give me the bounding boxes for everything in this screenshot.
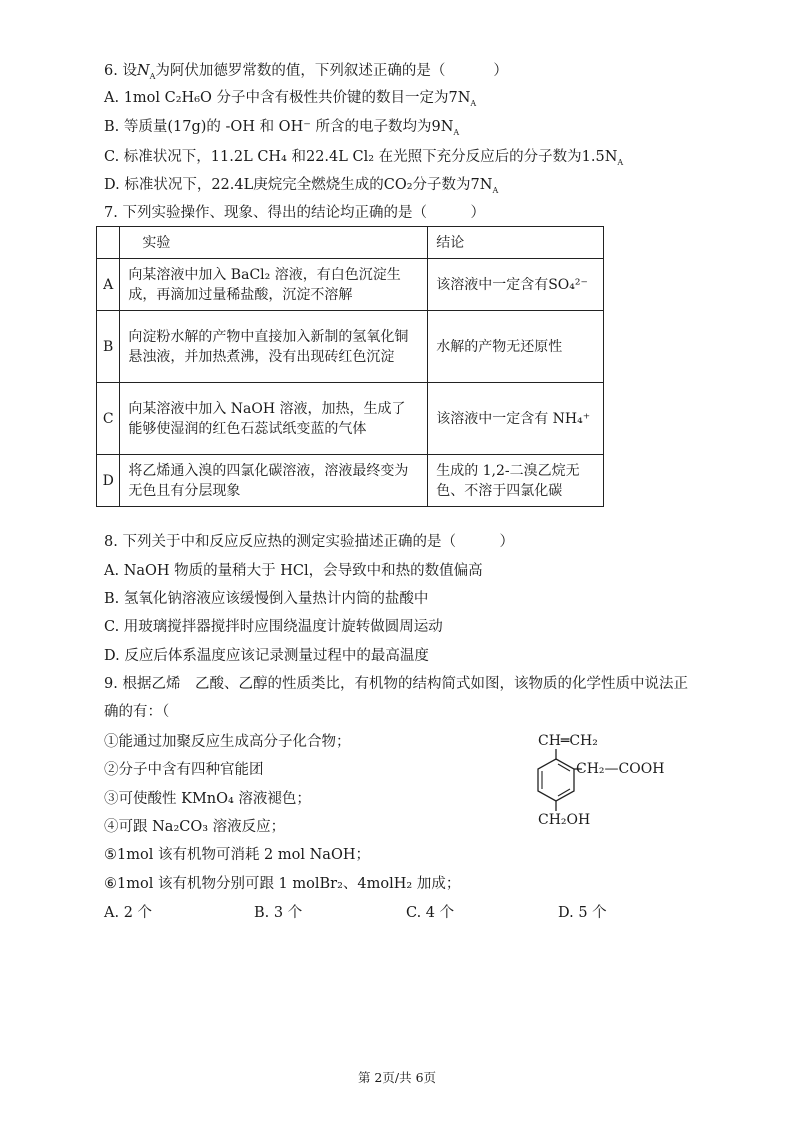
table-row: [97, 455, 604, 507]
q8-stem: 8. 下列关于中和反应反应热的测定实验描述正确的是（ ）: [104, 534, 514, 550]
q7-stem: 7. 下列实验操作、现象、得出的结论均正确的是（ ）: [104, 205, 485, 221]
table-row: [97, 383, 604, 455]
q9-choice-d: D. 5 个: [558, 905, 607, 921]
q6-option-c: C. 标准状况下，11.2L CH₄ 和22.4L Cl₂ 在光照下充分反应后的分子数为$1.5N_A$: [104, 149, 624, 167]
q6-option-a-text: A. 1mol C₂H₆O 分子中含有极性共价键的数目一定为7N: [104, 90, 471, 106]
q9-item: ⑥1mol 该有机物分别可跟 1 molBr₂、4molH₂ 加成；: [104, 876, 461, 892]
q9-stem-line2: 确的有：（: [104, 704, 170, 720]
row-conclusion: 生成的 1,2-二溴乙烷无色、不溶于四氯化碳: [428, 455, 604, 507]
q9-choices: [104, 901, 624, 921]
row-conclusion: 该溶液中一定含有 NH₄⁺: [428, 383, 604, 455]
q9-choice-b: B. 3 个: [254, 905, 303, 921]
row-experiment: 将乙烯通入溴的四氯化碳溶液，溶液最终变为无色且有分层现象: [120, 455, 428, 507]
row-option: D: [97, 455, 120, 507]
row-experiment: 向某溶液中加入 NaOH 溶液，加热，生成了能够使湿润的红色石蕊试纸变蓝的气体: [120, 383, 428, 455]
page-footer: 第 2页/共 6页: [357, 1070, 437, 1085]
q9-item: ⑤1mol 该有机物可消耗 2 mol NaOH；: [104, 847, 370, 863]
q6-stem: [104, 62, 508, 80]
row-conclusion: 该溶液中一定含有SO₄²⁻: [428, 259, 604, 311]
na-subscript: A: [149, 71, 156, 81]
table-header-blank: [97, 227, 120, 259]
q7-table: [96, 226, 604, 507]
q9-stem-line1: 9. 根据乙烯 乙酸、乙醇的性质类比，有机物的结构简式如图，该物质的化学性质中说法正: [104, 676, 688, 692]
na-symbol: N: [136, 63, 150, 79]
q9-item: ①能通过加聚反应生成高分子化合物；: [104, 734, 351, 750]
q6-stem-close: ）: [493, 63, 508, 79]
row-experiment: 向某溶液中加入 BaCl₂ 溶液，有白色沉淀生成，再滴加过量稀盐酸，沉淀不溶解: [120, 259, 428, 311]
q8-option-b: B. 氢氧化钠溶液应该缓慢倒入量热计内筒的盐酸中: [104, 591, 429, 607]
row-option: B: [97, 311, 120, 383]
q8-option-a: A. NaOH 物质的量稍大于 HCl，会导致中和热的数值偏高: [104, 563, 483, 579]
q6-option-c-text: C. 标准状况下，11.2L CH₄ 和22.4L Cl₂ 在光照下充分反应后的分子数为1.5N: [104, 149, 618, 165]
row-option: A: [97, 259, 120, 311]
table-header-conclusion: 结论: [428, 227, 604, 259]
table-header-row: [97, 227, 604, 259]
q8-option-c: C. 用玻璃搅拌器搅拌时应围绕温度计旋转做圆周运动: [104, 619, 443, 635]
q9-item: ③可使酸性 KMnO₄ 溶液褪色；: [104, 791, 311, 807]
q6-option-d-text: D. 标准状况下，22.4L庚烷完全燃烧生成的CO₂分子数为7N: [104, 177, 493, 193]
structure-vinyl-group: CH═CH₂: [538, 733, 598, 749]
structural-formula: [518, 733, 688, 833]
q9-choice-c: C. 4 个: [406, 905, 455, 921]
table-header-experiment: 实验: [120, 227, 428, 259]
q6-option-d: D. 标准状况下，22.4L庚烷完全燃烧生成的CO₂分子数为$7N_A$: [104, 177, 499, 195]
q6-option-a: A. 1mol C₂H₆O 分子中含有极性共价键的数目一定为$7N_A$: [104, 90, 477, 108]
table-row: [97, 311, 604, 383]
row-conclusion: 水解的产物无还原性: [428, 311, 604, 383]
q9-choice-a: A. 2 个: [104, 905, 153, 921]
row-experiment: 向淀粉水解的产物中直接加入新制的氢氧化铜悬浊液，并加热煮沸，没有出现砖红色沉淀: [120, 311, 428, 383]
row-option: C: [97, 383, 120, 455]
q6-stem-prefix: 6. 设: [104, 63, 137, 79]
q6-option-b: B. 等质量(17g)的 -OH 和 OH⁻ 所含的电子数均为$9N_A$: [104, 119, 460, 137]
q6-option-b-text: B. 等质量(17g)的 -OH 和 OH⁻ 所含的电子数均为9N: [104, 119, 454, 135]
q6-stem-body: 为阿伏加德罗常数的值，下列叙述正确的是（: [155, 63, 446, 79]
structure-hydroxymethyl-group: CH₂OH: [538, 812, 591, 828]
table-row: [97, 259, 604, 311]
q9-item: ②分子中含有四种官能团: [104, 762, 264, 778]
q9-item: ④可跟 Na₂CO₃ 溶液反应；: [104, 819, 286, 835]
structure-carboxyl-group: CH₂—COOH: [576, 761, 665, 777]
q8-option-d: D. 反应后体系温度应该记录测量过程中的最高温度: [104, 648, 429, 664]
